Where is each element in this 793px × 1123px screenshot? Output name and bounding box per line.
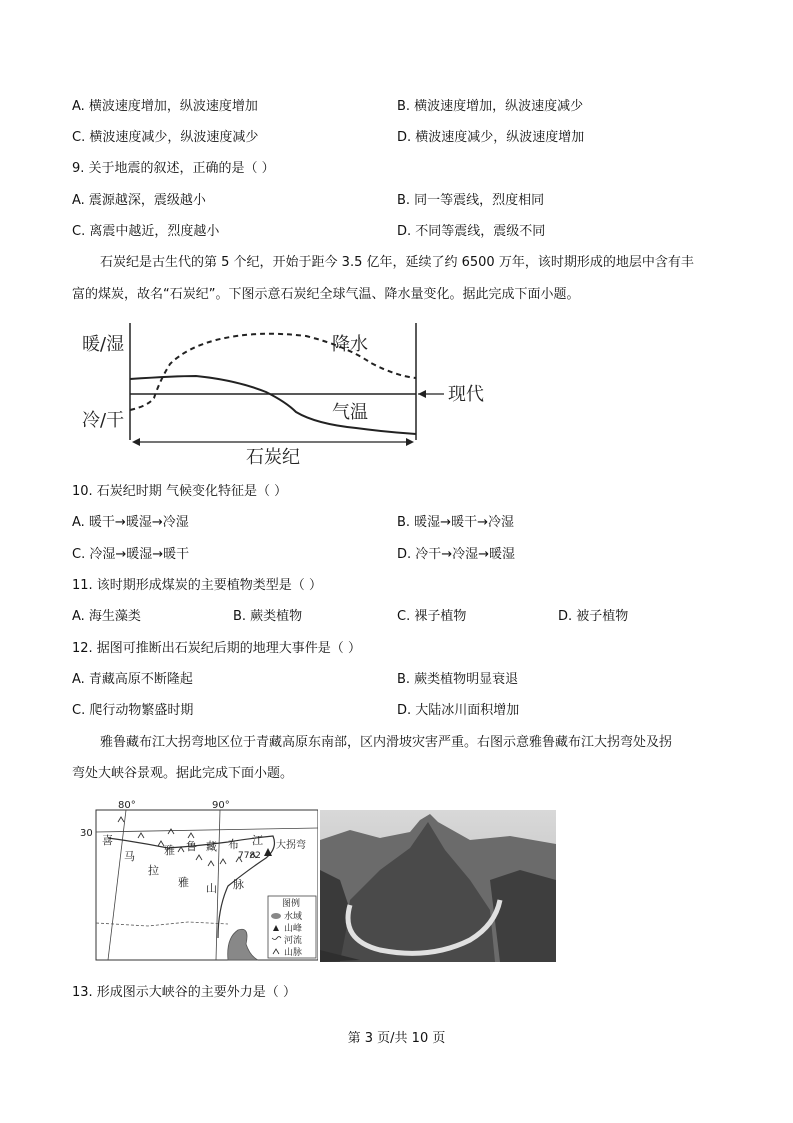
canyon-photo	[320, 810, 556, 962]
map-peak-elevation: 7782	[238, 851, 261, 861]
legend-title: 图例	[282, 899, 301, 909]
q8-option-c: C. 横波速度减少，纵波速度减少	[72, 130, 259, 145]
climate-diagram	[76, 318, 496, 468]
map-label-ya2: 雅	[164, 844, 175, 857]
q10-option-a: A. 暖干→暖湿→冷湿	[72, 515, 189, 530]
yarlung-intro-line1: 雅鲁藏布江大拐弯地区位于青藏高原东南部，区内滑坡灾害严重。右图示意雅鲁藏布江大拐弯处及拐	[100, 735, 673, 750]
q9-option-a: A. 震源越深，震级越小	[72, 193, 206, 208]
label-warm-wet: 暖/湿	[82, 334, 125, 355]
temperature-curve	[130, 376, 416, 434]
q10-stem: 10. 石炭纪时期 气候变化特征是（ ）	[72, 484, 288, 499]
lon-90-label: 90°	[212, 800, 230, 811]
map-label-lu: 鲁	[186, 840, 197, 853]
label-temperature: 气温	[332, 402, 368, 423]
page-footer: 第 3 页/共 10 页	[347, 1031, 446, 1046]
carbon-intro-line2: 富的煤炭，故名“石炭纪”。下图示意石炭纪全球气温、降水量变化。据此完成下面小题。	[72, 287, 580, 302]
q10-option-c: C. 冷湿→暖湿→暖干	[72, 547, 190, 562]
map-label-xi: 喜	[102, 834, 113, 847]
q9-stem: 9. 关于地震的叙述，正确的是（ ）	[72, 161, 275, 176]
map-label-la: 拉	[148, 864, 159, 877]
q11-option-b: B. 蕨类植物	[233, 609, 303, 624]
q9-option-b: B. 同一等震线，烈度相同	[397, 193, 545, 208]
q9-option-d: D. 不同等震线，震级不同	[397, 224, 546, 239]
period-arrow-right-head	[406, 438, 414, 446]
map-label-zang: 藏	[206, 840, 217, 853]
photo-right-slope	[490, 870, 556, 962]
q10-option-b: B. 暖湿→暖干→冷湿	[397, 515, 514, 530]
q8-option-b: B. 横波速度增加，纵波速度减少	[397, 99, 584, 114]
label-cold-dry: 冷/干	[82, 410, 125, 431]
label-modern: 现代	[448, 384, 484, 405]
map-label-ma: 马	[124, 850, 135, 863]
lon-80-label: 80°	[118, 800, 136, 811]
yarlung-map	[78, 798, 318, 962]
map-label-mai: 脉	[233, 878, 244, 891]
precipitation-curve	[130, 334, 416, 410]
legend-mountain: 山脉	[284, 948, 303, 958]
q13-stem: 13. 形成图示大峡谷的主要外力是（ ）	[72, 985, 296, 1000]
q12-option-b: B. 蕨类植物明显衰退	[397, 672, 519, 687]
q11-option-c: C. 裸子植物	[397, 609, 467, 624]
map-label-big-bend: 大拐弯	[276, 840, 306, 851]
q12-option-d: D. 大陆冰川面积增加	[397, 703, 520, 718]
map-label-ya: 雅	[178, 876, 189, 889]
map-label-bu: 布	[228, 838, 239, 851]
q11-option-a: A. 海生藻类	[72, 609, 141, 624]
map-label-jiang: 江	[252, 834, 263, 847]
yarlung-intro-line2: 弯处大峡谷景观。据此完成下面小题。	[72, 766, 294, 781]
q10-option-d: D. 冷干→冷湿→暖湿	[397, 547, 516, 562]
q8-option-a: A. 横波速度增加，纵波速度增加	[72, 99, 258, 114]
map-label-shan: 山	[206, 882, 217, 895]
lat-30-label: 30	[80, 828, 93, 839]
q9-option-c: C. 离震中越近，烈度越小	[72, 224, 220, 239]
legend-peak: 山峰	[284, 924, 303, 934]
legend-water: 水域	[284, 912, 303, 922]
q11-stem: 11. 该时期形成煤炭的主要植物类型是（ ）	[72, 578, 322, 593]
period-arrow-left-head	[132, 438, 140, 446]
carbon-intro-line1: 石炭纪是古生代的第 5 个纪，开始于距今 3.5 亿年，延续了约 6500 万年，该时期形成的地层中含有丰	[100, 255, 694, 270]
label-carboniferous: 石炭纪	[246, 447, 300, 468]
modern-arrow-head	[418, 390, 426, 398]
q11-option-d: D. 被子植物	[558, 609, 629, 624]
q12-option-c: C. 爬行动物繁盛时期	[72, 703, 194, 718]
legend-water-icon	[271, 913, 281, 919]
q12-stem: 12. 据图可推断出石炭纪后期的地理大事件是（ ）	[72, 641, 361, 656]
legend-river: 河流	[284, 936, 303, 946]
q12-option-a: A. 青藏高原不断隆起	[72, 672, 193, 687]
label-precipitation: 降水	[332, 334, 368, 355]
q8-option-d: D. 横波速度减少，纵波速度增加	[397, 130, 585, 145]
